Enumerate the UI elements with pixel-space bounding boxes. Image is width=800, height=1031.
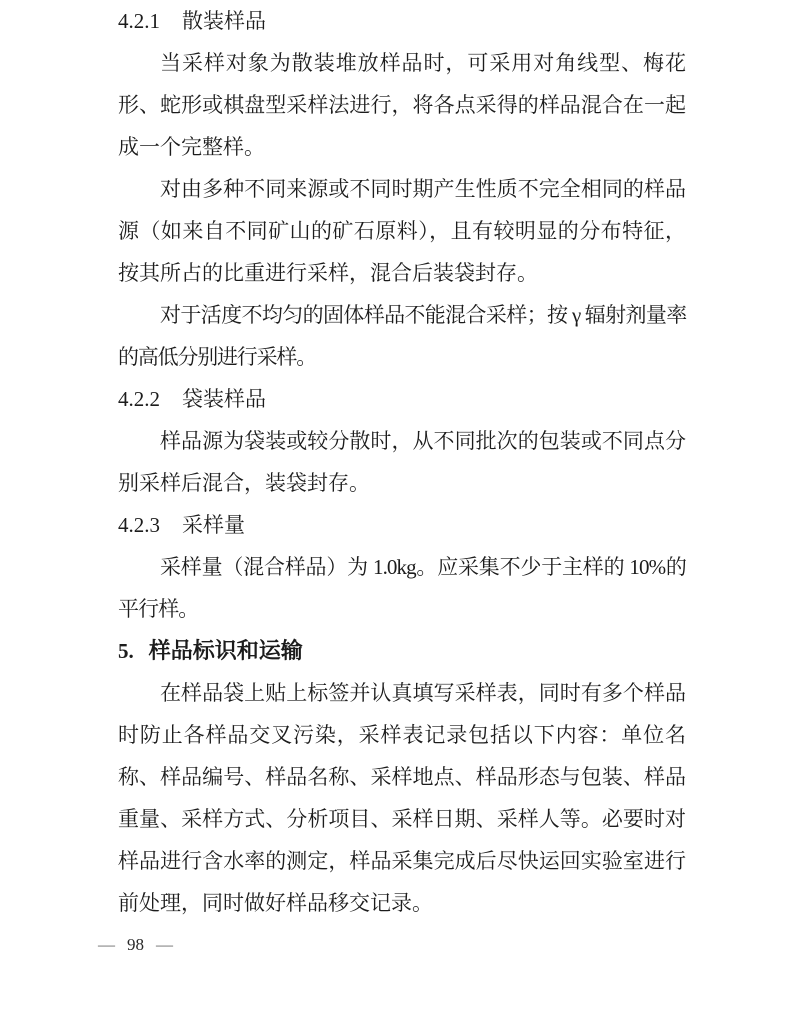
paragraph-uneven-activity-samples: 对于活度不均匀的固体样品不能混合采样；按 γ 辐射剂量率的高低分别进行采样。 bbox=[118, 303, 686, 369]
paragraph-sampling-amount: 采样量（混合样品）为 1.0kg。应采集不少于主样的 10%的平行样。 bbox=[118, 555, 686, 621]
paragraph-labeling-and-transport: 在样品袋上贴上标签并认真填写采样表，同时有多个样品时防止各样品交叉污染，采样表记录包括以下内容：单位名称、样品编号、样品名称、采样地点、样品形态与包装、样品重量、采样方式、分析项目、采样日期、采样人等。必要时对样品进行含水率的测定，样品采集完成后尽快运回实验室进行前处理，同时做好样品移交记录。 bbox=[118, 681, 686, 915]
footer-dash-left: — bbox=[98, 935, 115, 954]
document-content bbox=[118, 0, 686, 924]
heading-number: 4.2.1 bbox=[118, 9, 160, 33]
heading-number: 4.2.3 bbox=[118, 513, 160, 537]
footer-dash-right: — bbox=[156, 935, 173, 954]
heading-title: 采样量 bbox=[182, 513, 245, 537]
paragraph-multi-source-samples: 对由多种不同来源或不同时期产生性质不完全相同的样品源（如来自不同矿山的矿石原料），且有较明显的分布特征，按其所占的比重进行采样，混合后装袋封存。 bbox=[118, 177, 686, 285]
heading-4-2-2 bbox=[118, 378, 686, 420]
paragraph-bulk-sampling-methods: 当采样对象为散装堆放样品时，可采用对角线型、梅花形、蛇形或棋盘型采样法进行，将各点采得的样品混合在一起成一个完整样。 bbox=[118, 51, 686, 159]
paragraph-bagged-samples: 样品源为袋装或较分散时，从不同批次的包装或不同点分别采样后混合，装袋封存。 bbox=[118, 429, 686, 495]
heading-number: 5. bbox=[118, 639, 134, 663]
page-number: 98 bbox=[127, 935, 144, 954]
heading-4-2-1 bbox=[118, 0, 686, 42]
heading-number: 4.2.2 bbox=[118, 387, 160, 411]
heading-title: 散装样品 bbox=[182, 9, 266, 33]
heading-4-2-3 bbox=[118, 504, 686, 546]
page-footer bbox=[98, 934, 173, 956]
heading-5 bbox=[118, 630, 686, 672]
heading-title: 袋装样品 bbox=[182, 387, 266, 411]
heading-title: 样品标识和运输 bbox=[148, 638, 303, 663]
